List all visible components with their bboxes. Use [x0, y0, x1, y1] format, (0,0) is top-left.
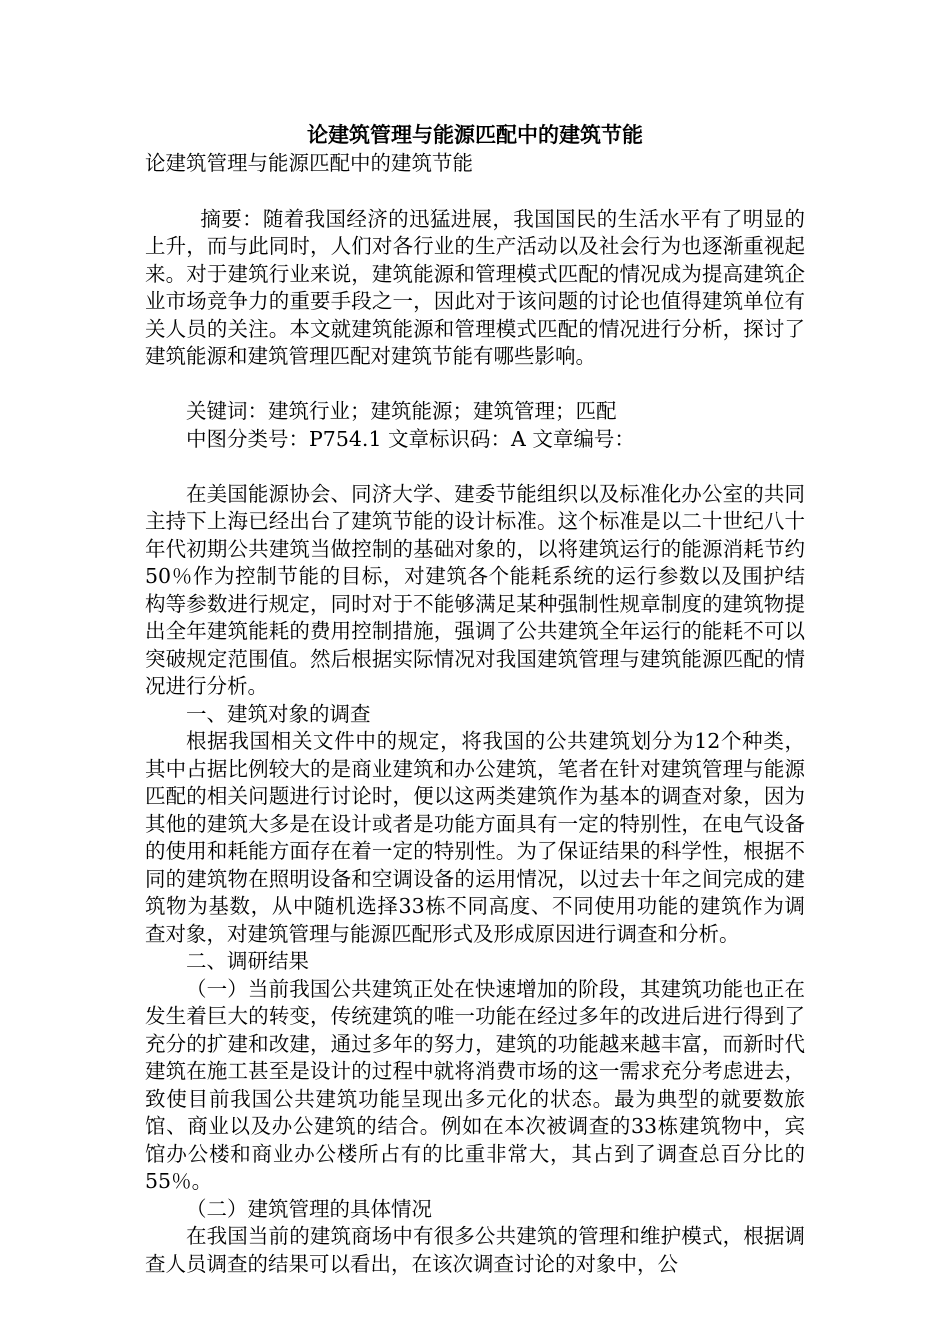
classification-line: 中图分类号：P754.1 文章标识码：A 文章编号： — [186, 426, 635, 451]
section1-heading: 一、建筑对象的调查 — [186, 701, 371, 726]
blank-line — [145, 371, 805, 399]
blank-line — [145, 453, 805, 481]
document-title: 论建筑管理与能源匹配中的建筑节能 — [307, 122, 643, 147]
document-page — [145, 120, 805, 1278]
section2-heading: 二、调研结果 — [186, 949, 309, 973]
abstract-paragraph: 摘要：随着我国经济的迅猛进展，我国国民的生活水平有了明显的上升，而与此同时，人们对各行业的生产活动以及社会行为也逐渐重视起来。对于建筑行业来说，建筑能源和管理模式匹配的情况成为提高建筑企业市场竞争力的重要手段之一，因此对于该问题的讨论也值得建筑单位有关人员的关注。本文就建筑能源和管理模式匹配的情况进行分析，探讨了建筑能源和建筑管理匹配对建筑节能有哪些影响。 — [145, 206, 805, 368]
section2-sub2-paragraph: 在我国当前的建筑商场中有很多公共建筑的管理和维护模式，根据调查人员调查的结果可以看出，在该次调查讨论的对象中，公 — [145, 1224, 805, 1276]
section1-paragraph: 根据我国相关文件中的规定，将我国的公共建筑划分为12个种类，其中占据比例较大的是商业建筑和办公建筑，笔者在针对建筑管理与能源匹配的相关问题进行讨论时，便以这两类建筑作为基本的调查对象，因为其他的建筑大多是在设计或者是功能方面具有一定的特别性，在电气设备的使用和耗能方面存在着一定的特别性。为了保证结果的科学性，根据不同的建筑物在照明设备和空调设备的运用情况，以过去十年之间完成的建筑物为基数，从中随机选择33栋不同高度、不同使用功能的建筑作为调查对象，对建筑管理与能源匹配形式及形成原因进行调查和分析。 — [145, 729, 805, 946]
section2-sub2-heading: （二）建筑管理的具体情况 — [186, 1196, 432, 1221]
section2-sub1-paragraph: （一）当前我国公共建筑正处在快速增加的阶段，其建筑功能也正在发生着巨大的转变，传统建筑的唯一功能在经过多年的改进后进行得到了充分的扩建和改建，通过多年的努力，建筑的功能越来越丰富，而新时代建筑在施工甚至是设计的过程中就将消费市场的这一需求充分考虑进去，致使目前我国公共建筑功能呈现出多元化的状态。最为典型的就要数旅馆、商业以及办公建筑的结合。例如在本次被调查的33栋建筑物中，宾馆办公楼和商业办公楼所占有的比重非常大，其占到了调查总百分比的55％。 — [145, 976, 805, 1193]
document-subtitle: 论建筑管理与能源匹配中的建筑节能 — [145, 151, 473, 175]
blank-line — [145, 178, 805, 206]
keywords-line: 关键词：建筑行业；建筑能源；建筑管理；匹配 — [186, 399, 617, 423]
intro-paragraph: 在美国能源协会、同济大学、建委节能组织以及标准化办公室的共同主持下上海已经出台了建筑节能的设计标准。这个标准是以二十世纪八十年代初期公共建筑当做控制的基础对象的，以将建筑运行的能源消耗节约50％作为控制节能的目标，对建筑各个能耗系统的运行参数以及围护结构等参数进行规定，同时对于不能够满足某种强制性规章制度的建筑物提出全年建筑能耗的费用控制措施，强调了公共建筑全年运行的能耗不可以突破规定范围值。然后根据实际情况对我国建筑管理与建筑能源匹配的情况进行分析。 — [145, 481, 805, 698]
